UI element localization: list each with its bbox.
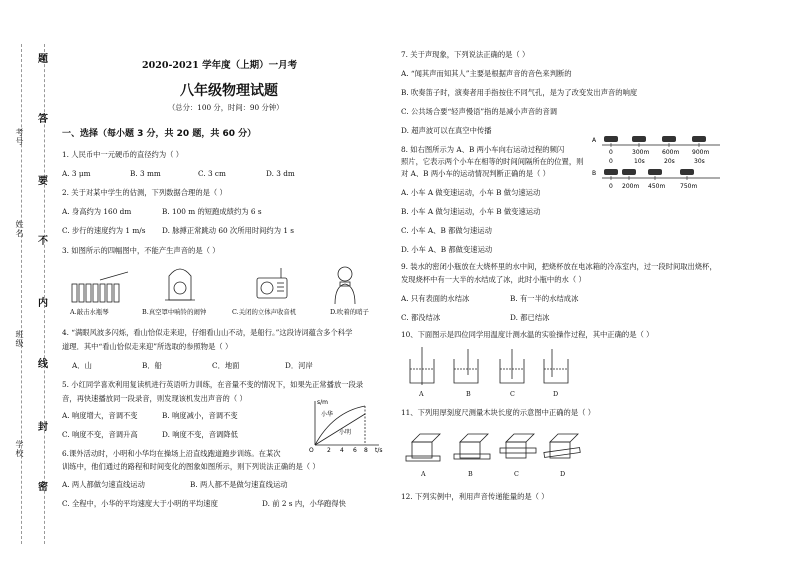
option-label: C xyxy=(514,470,519,478)
question-stem: 6.课外活动时，小明和小华均在操场上沿直线跑道跑步训练。在某次 xyxy=(62,449,281,458)
y-axis-label: s/m xyxy=(317,399,328,406)
option: B. 小车 A 做匀速运动，小车 B 做变速运动 xyxy=(401,207,541,216)
figure-caption: D.吹着的哨子 xyxy=(330,308,369,316)
row-label: B xyxy=(592,170,597,177)
tick-label: 600m xyxy=(662,149,680,156)
option: A．山 xyxy=(72,361,92,370)
option: C．地面 xyxy=(212,361,240,370)
time-label: 0 xyxy=(609,158,613,165)
option: C. 响度不变，音调升高 xyxy=(62,430,138,439)
x-tick: 4 xyxy=(340,447,344,454)
question-stem: 9. 装水的密闭小瓶放在大烧杯里的水中间，把烧杯放在电冰箱的冷冻室内，过一段时间取出烧杯， xyxy=(401,262,717,271)
option: C. 小车 A、B 都做匀速运动 xyxy=(401,226,492,235)
option-label: D xyxy=(560,470,566,478)
option: A. 3 μm xyxy=(62,169,91,178)
option: A. “闻其声而知其人”主要是根据声音的音色来判断的 xyxy=(401,69,572,78)
figure-caption: C.关闭的立体声收音机 xyxy=(232,308,297,316)
seal-line xyxy=(21,44,22,544)
question-stem: 音，再快速播放同一段录音，则发现该机发出声音的（ ） xyxy=(62,394,247,403)
bell-jar-figure xyxy=(165,262,195,304)
distance-time-graph xyxy=(305,398,385,453)
seal-word: 不 xyxy=(38,236,48,247)
option: D. 前 2 s 内，小华跑得快 xyxy=(262,499,346,508)
option: A. 小车 A 做变速运动，小车 B 做匀速运动 xyxy=(401,188,541,197)
field-class: 班级 xyxy=(15,330,24,348)
question-stem: 道理．其中“看山恰似走来迎”所选取的参照物是（ ） xyxy=(62,342,233,351)
thermometer-figures xyxy=(400,345,580,390)
option: B. 100 m 的短跑成绩约为 6 s xyxy=(162,207,262,216)
question-stem: 11、下列用厚刻度尺测量木块长度的示意图中正确的是（ ） xyxy=(401,408,596,417)
question-stem: 3. 如图所示的四幅图中，不能产生声音的是（ ） xyxy=(62,246,220,255)
option: B．船 xyxy=(142,361,162,370)
figure-caption: A.敲击水瓶琴 xyxy=(70,308,109,316)
question-stem: 12. 下列实例中，利用声音传递能量的是（ ） xyxy=(401,492,549,501)
time-label: 30s xyxy=(694,158,705,165)
option: C. 3 cm xyxy=(198,169,226,178)
option: A. 两人都做匀速直线运动 xyxy=(62,480,145,489)
option: A. 只有表面的水结冰 xyxy=(401,294,470,303)
option-label: D xyxy=(553,390,559,398)
question-stem: 发现烧杯中有一大半的水结成了冰，此时小瓶中的水（ ） xyxy=(401,275,586,284)
option: D. 都已结冰 xyxy=(510,313,550,322)
option: D. 脉搏正常跳动 60 次所用时间约为 1 s xyxy=(162,226,295,235)
seal-word: 密 xyxy=(38,482,48,493)
x-tick: 2 xyxy=(327,447,331,454)
figure-caption: B.真空罩中响铃的闹钟 xyxy=(142,308,207,316)
water-bottles-figure xyxy=(70,272,130,306)
field-exam-no: 考号 xyxy=(15,128,24,146)
option: A. 响度增大，音调不变 xyxy=(62,411,138,420)
paper-title: 八年级物理试题 xyxy=(180,83,278,99)
question-stem: 8. 如右图所示为 A、B 两小车向右运动过程的频闪 xyxy=(401,145,565,154)
question-stem: 2. 关于对某中学生的估测，下列数据合理的是（ ） xyxy=(62,188,227,197)
time-label: 20s xyxy=(664,158,675,165)
option: C. 全程中，小华的平均速度大于小明的平均速度 xyxy=(62,499,218,508)
x-tick: 6 xyxy=(353,447,357,454)
question-stem: 10、下面图示是四位同学用温度计测水温的实验操作过程，其中正确的是（ ） xyxy=(401,330,654,339)
option: B. 有一半的水结成冰 xyxy=(510,294,579,303)
option: A. 身高约为 160 dm xyxy=(62,207,132,216)
option: D. 3 dm xyxy=(266,169,295,178)
tick-label: 450m xyxy=(648,183,666,190)
tick-label: 750m xyxy=(680,183,698,190)
paper-meta: （总分：100 分，时间：90 分钟） xyxy=(168,103,284,112)
seal-word: 封 xyxy=(38,422,48,433)
question-stem: 训练中，他们通过的路程和时间变化的图象如图所示，则下列说法正确的是（ ） xyxy=(62,462,320,471)
field-school: 学校 xyxy=(15,440,24,458)
option: D. 超声波可以在真空中传播 xyxy=(401,126,492,135)
row-label: A xyxy=(592,137,597,144)
field-name: 姓名 xyxy=(15,220,24,238)
tick-label: 0 xyxy=(609,183,613,190)
option: B. 吹奏笛子时，演奏者用手指按住不同气孔，是为了改变发出声音的响度 xyxy=(401,88,638,97)
option-label: B xyxy=(466,390,471,398)
section-heading: 一、选择（每小题 3 分，共 20 题，共 60 分） xyxy=(62,129,257,139)
seal-word: 答 xyxy=(38,114,48,125)
question-stem: 7. 关于声现象，下列说法正确的是（ ） xyxy=(401,50,530,59)
seal-word: 内 xyxy=(38,298,48,309)
option: D. 小车 A、B 都做变速运动 xyxy=(401,245,493,254)
option: C. 都没结冰 xyxy=(401,313,441,322)
origin-label: O xyxy=(309,447,314,454)
x-axis-label: t/s xyxy=(375,447,383,454)
seal-word: 线 xyxy=(38,359,48,370)
strobe-photo-figure xyxy=(592,128,722,198)
series-label: 小华 xyxy=(321,411,334,418)
question-stem: 5. 小红同学喜欢利用复读机进行英语听力训练，在音量不变的情况下，如果先正常播放一段录 xyxy=(62,380,364,389)
option-label: A xyxy=(421,470,426,478)
option: D．河岸 xyxy=(285,361,313,370)
seal-word: 题 xyxy=(38,54,48,65)
radio-figure xyxy=(255,268,289,304)
question-stem: 照片，它表示两个小车在相等的时间间隔所在的位置，则 xyxy=(401,157,584,166)
tick-label: 200m xyxy=(622,183,640,190)
ruler-figures xyxy=(400,430,580,468)
exam-title: 2020-2021 学年度（上期）一月考 xyxy=(142,60,298,71)
question-stem: 对 A、B 两小车的运动情况判断正确的是（ ） xyxy=(401,169,550,178)
option: B. 响度减小，音调不变 xyxy=(162,411,238,420)
seal-word: 要 xyxy=(38,176,48,187)
option: C. 步行的速度约为 1 m/s xyxy=(62,226,146,235)
question-stem: 4. “满眼风波多闪烁，看山恰似走来迎，仔细看山山不动，是船行。”这段诗词蕴含多个科学 xyxy=(62,328,353,337)
series-label: 小明 xyxy=(339,429,352,436)
question-stem: 1. 人民币中一元硬币的直径约为（ ） xyxy=(62,150,184,159)
option-label: B xyxy=(468,470,473,478)
tick-label: 0 xyxy=(609,149,613,156)
x-tick: 8 xyxy=(364,447,368,454)
option-label: A xyxy=(419,390,424,398)
tick-label: 300m xyxy=(632,149,650,156)
option: B. 3 mm xyxy=(130,169,161,178)
whistle-figure xyxy=(330,264,360,306)
time-label: 10s xyxy=(634,158,645,165)
option-label: C xyxy=(510,390,515,398)
tick-label: 900m xyxy=(692,149,710,156)
option: D. 响度不变，音调降低 xyxy=(162,430,238,439)
option: C. 公共场合要“轻声慢语”指的是减小声音的音调 xyxy=(401,107,558,116)
option: B. 两人都不是做匀速直线运动 xyxy=(190,480,288,489)
